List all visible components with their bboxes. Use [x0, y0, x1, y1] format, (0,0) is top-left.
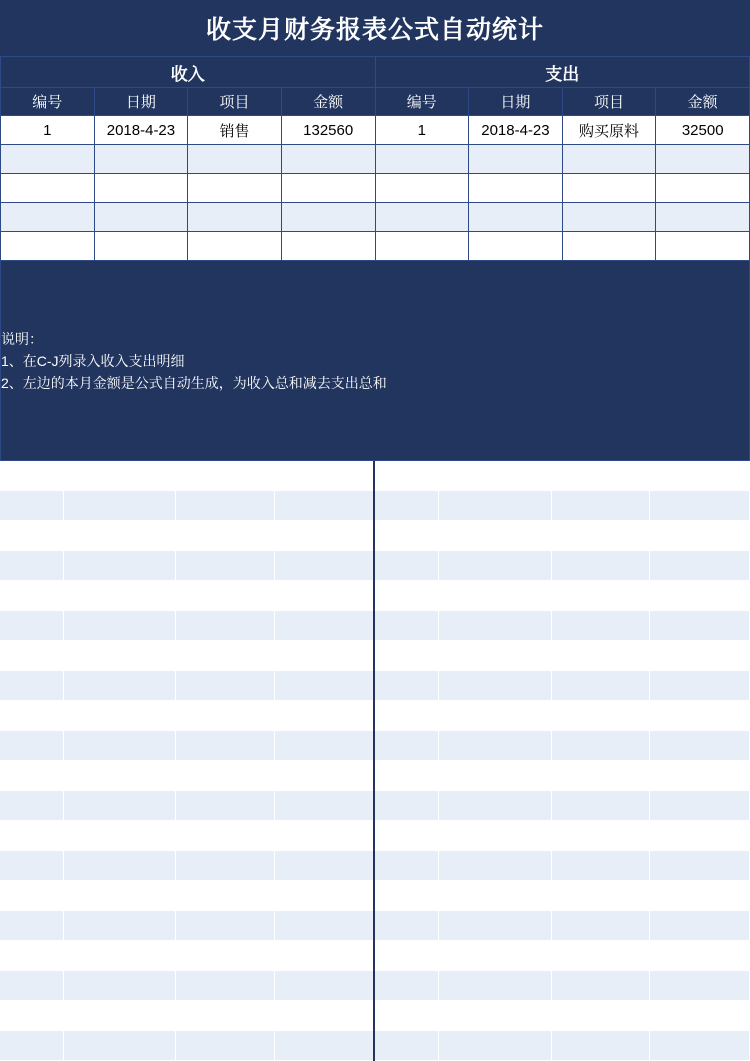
grid-cell[interactable] — [551, 731, 650, 761]
grid-cell[interactable] — [0, 851, 63, 881]
grid-cell[interactable] — [274, 881, 374, 911]
grid-cell[interactable] — [551, 491, 650, 521]
cell-expense-item[interactable] — [562, 232, 656, 261]
grid-cell[interactable] — [650, 581, 750, 611]
grid-cell[interactable] — [650, 521, 750, 551]
grid-cell[interactable] — [551, 1001, 650, 1031]
grid-cell[interactable] — [63, 881, 175, 911]
grid-row — [0, 461, 750, 491]
grid-cell[interactable] — [551, 941, 650, 971]
grid-cell[interactable] — [0, 791, 63, 821]
grid-cell[interactable] — [274, 461, 374, 491]
grid-cell[interactable] — [0, 701, 63, 731]
cell-expense-date[interactable] — [469, 145, 563, 174]
grid-cell[interactable] — [374, 791, 438, 821]
grid-cell[interactable] — [274, 851, 374, 881]
grid-cell[interactable] — [176, 461, 275, 491]
grid-cell[interactable] — [63, 611, 175, 641]
grid-cell[interactable] — [374, 491, 438, 521]
grid-cell[interactable] — [551, 791, 650, 821]
blank-grid-area — [0, 461, 750, 1061]
grid-cell[interactable] — [650, 701, 750, 731]
grid-cell[interactable] — [63, 551, 175, 581]
table-row — [1, 116, 750, 145]
grid-cell[interactable] — [374, 611, 438, 641]
page-title: 收支月财务报表公式自动统计 — [0, 0, 750, 56]
cell-expense-item[interactable] — [562, 174, 656, 203]
grid-cell[interactable] — [274, 701, 374, 731]
grid-cell[interactable] — [176, 821, 275, 851]
cell-expense-date[interactable] — [469, 203, 563, 232]
column-header-income-date: 日期 — [94, 88, 188, 116]
grid-row — [0, 581, 750, 611]
grid-cell[interactable] — [274, 1031, 374, 1061]
cell-income-item[interactable] — [188, 174, 282, 203]
grid-cell[interactable] — [439, 1031, 551, 1061]
grid-cell[interactable] — [650, 941, 750, 971]
grid-cell[interactable] — [0, 821, 63, 851]
grid-cell[interactable] — [274, 611, 374, 641]
grid-cell[interactable] — [274, 941, 374, 971]
grid-cell[interactable] — [274, 821, 374, 851]
table-row — [1, 174, 750, 203]
grid-cell[interactable] — [63, 1001, 175, 1031]
cell-expense-no[interactable] — [375, 232, 469, 261]
grid-cell[interactable] — [0, 731, 63, 761]
grid-cell[interactable] — [63, 581, 175, 611]
cell-income-date[interactable] — [94, 203, 188, 232]
grid-cell[interactable] — [274, 911, 374, 941]
grid-cell[interactable] — [650, 1031, 750, 1061]
grid-cell[interactable] — [0, 911, 63, 941]
column-header-expense-item: 项目 — [562, 88, 656, 116]
grid-cell[interactable] — [63, 971, 175, 1001]
grid-cell[interactable] — [551, 701, 650, 731]
grid-cell[interactable] — [274, 671, 374, 701]
cell-income-no[interactable] — [1, 174, 95, 203]
grid-cell[interactable] — [176, 581, 275, 611]
grid-row — [0, 881, 750, 911]
cell-income-no[interactable] — [1, 145, 95, 174]
grid-cell[interactable] — [274, 791, 374, 821]
grid-cell[interactable] — [439, 641, 551, 671]
grid-cell[interactable] — [439, 731, 551, 761]
grid-row — [0, 551, 750, 581]
grid-cell[interactable] — [63, 671, 175, 701]
grid-cell[interactable] — [0, 881, 63, 911]
cell-income-no[interactable]: 1 — [1, 116, 95, 145]
cell-expense-amount[interactable]: 32500 — [656, 116, 750, 145]
grid-cell[interactable] — [374, 641, 438, 671]
grid-cell[interactable] — [439, 821, 551, 851]
grid-cell[interactable] — [374, 671, 438, 701]
cell-expense-item[interactable]: 购买原料 — [562, 116, 656, 145]
table-row — [1, 232, 750, 261]
grid-cell[interactable] — [63, 791, 175, 821]
grid-cell[interactable] — [551, 911, 650, 941]
grid-cell[interactable] — [551, 971, 650, 1001]
grid-cell[interactable] — [63, 941, 175, 971]
grid-cell[interactable] — [439, 551, 551, 581]
grid-cell[interactable] — [63, 851, 175, 881]
grid-cell[interactable] — [176, 761, 275, 791]
notes-row — [1, 261, 750, 461]
grid-cell[interactable] — [439, 521, 551, 551]
grid-row — [0, 611, 750, 641]
cell-expense-amount[interactable] — [656, 203, 750, 232]
grid-cell[interactable] — [650, 1001, 750, 1031]
grid-cell[interactable] — [274, 551, 374, 581]
grid-cell[interactable] — [551, 821, 650, 851]
grid-cell[interactable] — [176, 641, 275, 671]
grid-cell[interactable] — [176, 521, 275, 551]
cell-income-amount[interactable]: 132560 — [281, 116, 375, 145]
grid-cell[interactable] — [0, 1001, 63, 1031]
grid-row — [0, 971, 750, 1001]
cell-expense-no[interactable] — [375, 203, 469, 232]
grid-cell[interactable] — [439, 791, 551, 821]
grid-cell[interactable] — [176, 1031, 275, 1061]
cell-expense-no[interactable]: 1 — [375, 116, 469, 145]
cell-expense-date[interactable]: 2018-4-23 — [469, 116, 563, 145]
grid-cell[interactable] — [439, 581, 551, 611]
grid-cell[interactable] — [439, 761, 551, 791]
grid-cell[interactable] — [0, 551, 63, 581]
column-header-expense-date: 日期 — [469, 88, 563, 116]
grid-cell[interactable] — [274, 491, 374, 521]
grid-cell[interactable] — [439, 491, 551, 521]
grid-cell[interactable] — [439, 941, 551, 971]
grid-row — [0, 671, 750, 701]
grid-cell[interactable] — [374, 911, 438, 941]
grid-cell[interactable] — [374, 881, 438, 911]
group-header-income: 收入 — [1, 57, 376, 88]
grid-row — [0, 941, 750, 971]
grid-cell[interactable] — [439, 1001, 551, 1031]
cell-expense-item[interactable] — [562, 145, 656, 174]
table-row — [1, 203, 750, 232]
grid-cell[interactable] — [374, 851, 438, 881]
grid-cell[interactable] — [374, 941, 438, 971]
grid-cell[interactable] — [274, 521, 374, 551]
grid-cell[interactable] — [176, 911, 275, 941]
grid-cell[interactable] — [274, 581, 374, 611]
grid-cell[interactable] — [551, 851, 650, 881]
grid-cell[interactable] — [0, 971, 63, 1001]
grid-cell[interactable] — [374, 971, 438, 1001]
cell-expense-date[interactable] — [469, 174, 563, 203]
grid-cell[interactable] — [176, 971, 275, 1001]
grid-cell[interactable] — [176, 941, 275, 971]
grid-cell[interactable] — [551, 461, 650, 491]
grid-cell[interactable] — [551, 611, 650, 641]
cell-expense-amount[interactable] — [656, 145, 750, 174]
grid-cell[interactable] — [650, 611, 750, 641]
cell-income-no[interactable] — [1, 232, 95, 261]
grid-cell[interactable] — [439, 611, 551, 641]
grid-cell[interactable] — [551, 761, 650, 791]
grid-cell[interactable] — [0, 491, 63, 521]
grid-cell[interactable] — [0, 761, 63, 791]
grid-cell[interactable] — [176, 881, 275, 911]
grid-cell[interactable] — [551, 581, 650, 611]
cell-expense-no[interactable] — [375, 174, 469, 203]
grid-cell[interactable] — [551, 881, 650, 911]
cell-expense-item[interactable] — [562, 203, 656, 232]
grid-cell[interactable] — [176, 701, 275, 731]
grid-cell[interactable] — [63, 701, 175, 731]
grid-cell[interactable] — [650, 791, 750, 821]
grid-cell[interactable] — [374, 581, 438, 611]
grid-row — [0, 911, 750, 941]
grid-cell[interactable] — [0, 671, 63, 701]
grid-cell[interactable] — [63, 1031, 175, 1061]
grid-cell[interactable] — [0, 641, 63, 671]
grid-cell[interactable] — [650, 971, 750, 1001]
grid-cell[interactable] — [551, 671, 650, 701]
grid-cell[interactable] — [650, 671, 750, 701]
cell-income-item[interactable] — [188, 232, 282, 261]
column-header-income-item: 项目 — [188, 88, 282, 116]
cell-income-amount[interactable] — [281, 232, 375, 261]
grid-cell[interactable] — [439, 701, 551, 731]
cell-income-amount[interactable] — [281, 145, 375, 174]
grid-cell[interactable] — [374, 761, 438, 791]
notes-line-1: 1、在C-J列录入收入支出明细 — [1, 352, 185, 369]
grid-cell[interactable] — [176, 1001, 275, 1031]
grid-cell[interactable] — [176, 491, 275, 521]
grid-row — [0, 641, 750, 671]
grid-cell[interactable] — [0, 611, 63, 641]
cell-income-amount[interactable] — [281, 203, 375, 232]
grid-row — [0, 761, 750, 791]
grid-row — [0, 521, 750, 551]
grid-row — [0, 851, 750, 881]
grid-cell[interactable] — [650, 731, 750, 761]
grid-cell[interactable] — [439, 911, 551, 941]
grid-cell[interactable] — [63, 491, 175, 521]
grid-cell[interactable] — [551, 551, 650, 581]
grid-row — [0, 791, 750, 821]
finance-table — [0, 56, 750, 461]
grid-cell[interactable] — [63, 461, 175, 491]
grid-cell[interactable] — [650, 491, 750, 521]
grid-cell[interactable] — [0, 1031, 63, 1061]
cell-expense-no[interactable] — [375, 145, 469, 174]
grid-cell[interactable] — [374, 521, 438, 551]
grid-cell[interactable] — [439, 671, 551, 701]
grid-cell[interactable] — [176, 791, 275, 821]
cell-income-no[interactable] — [1, 203, 95, 232]
grid-cell[interactable] — [274, 731, 374, 761]
grid-cell[interactable] — [274, 761, 374, 791]
grid-cell[interactable] — [176, 611, 275, 641]
grid-cell[interactable] — [274, 971, 374, 1001]
grid-cell[interactable] — [650, 881, 750, 911]
cell-expense-amount[interactable] — [656, 174, 750, 203]
blank-grid — [0, 461, 750, 1061]
cell-expense-amount[interactable] — [656, 232, 750, 261]
grid-cell[interactable] — [374, 1031, 438, 1061]
cell-income-item[interactable]: 销售 — [188, 116, 282, 145]
grid-cell[interactable] — [650, 551, 750, 581]
grid-cell[interactable] — [63, 911, 175, 941]
grid-cell[interactable] — [0, 521, 63, 551]
grid-row — [0, 821, 750, 851]
grid-cell[interactable] — [650, 821, 750, 851]
notes-line-2: 2、左边的本月金额是公式自动生成，为收入总和减去支出总和 — [1, 374, 387, 391]
column-header-expense-no: 编号 — [375, 88, 469, 116]
cell-income-date[interactable] — [94, 232, 188, 261]
grid-row — [0, 701, 750, 731]
group-header-row — [1, 57, 750, 88]
column-header-income-amount: 金额 — [281, 88, 375, 116]
grid-cell[interactable] — [176, 731, 275, 761]
grid-cell[interactable] — [551, 521, 650, 551]
grid-cell[interactable] — [374, 731, 438, 761]
grid-cell[interactable] — [374, 551, 438, 581]
column-header-income-no: 编号 — [1, 88, 95, 116]
grid-cell[interactable] — [176, 551, 275, 581]
group-header-expense: 支出 — [375, 57, 750, 88]
grid-cell[interactable] — [0, 461, 63, 491]
grid-cell[interactable] — [274, 1001, 374, 1031]
cell-income-item[interactable] — [188, 203, 282, 232]
grid-cell[interactable] — [650, 761, 750, 791]
cell-income-date[interactable] — [94, 145, 188, 174]
grid-cell[interactable] — [0, 941, 63, 971]
grid-cell[interactable] — [374, 701, 438, 731]
grid-cell[interactable] — [551, 641, 650, 671]
grid-cell[interactable] — [374, 821, 438, 851]
column-header-row — [1, 88, 750, 116]
notes-heading: 说明： — [1, 330, 43, 347]
grid-row — [0, 1001, 750, 1031]
grid-cell[interactable] — [63, 821, 175, 851]
cell-income-date[interactable] — [94, 174, 188, 203]
grid-cell[interactable] — [176, 851, 275, 881]
grid-row — [0, 1031, 750, 1061]
grid-cell[interactable] — [650, 641, 750, 671]
grid-cell[interactable] — [63, 731, 175, 761]
cell-income-amount[interactable] — [281, 174, 375, 203]
grid-cell[interactable] — [0, 581, 63, 611]
grid-cell[interactable] — [63, 641, 175, 671]
grid-cell[interactable] — [274, 641, 374, 671]
grid-cell[interactable] — [374, 1001, 438, 1031]
cell-income-date[interactable]: 2018-4-23 — [94, 116, 188, 145]
grid-cell[interactable] — [63, 761, 175, 791]
grid-cell[interactable] — [650, 461, 750, 491]
grid-cell[interactable] — [439, 851, 551, 881]
grid-row — [0, 731, 750, 761]
column-header-expense-amount: 金额 — [656, 88, 750, 116]
grid-cell[interactable] — [176, 671, 275, 701]
cell-expense-date[interactable] — [469, 232, 563, 261]
grid-cell[interactable] — [439, 971, 551, 1001]
notes-block — [1, 261, 750, 461]
grid-cell[interactable] — [551, 1031, 650, 1061]
grid-cell[interactable] — [439, 461, 551, 491]
table-row — [1, 145, 750, 174]
grid-cell[interactable] — [374, 461, 438, 491]
grid-cell[interactable] — [650, 911, 750, 941]
grid-row — [0, 491, 750, 521]
grid-cell[interactable] — [439, 881, 551, 911]
grid-cell[interactable] — [650, 851, 750, 881]
cell-income-item[interactable] — [188, 145, 282, 174]
grid-cell[interactable] — [63, 521, 175, 551]
